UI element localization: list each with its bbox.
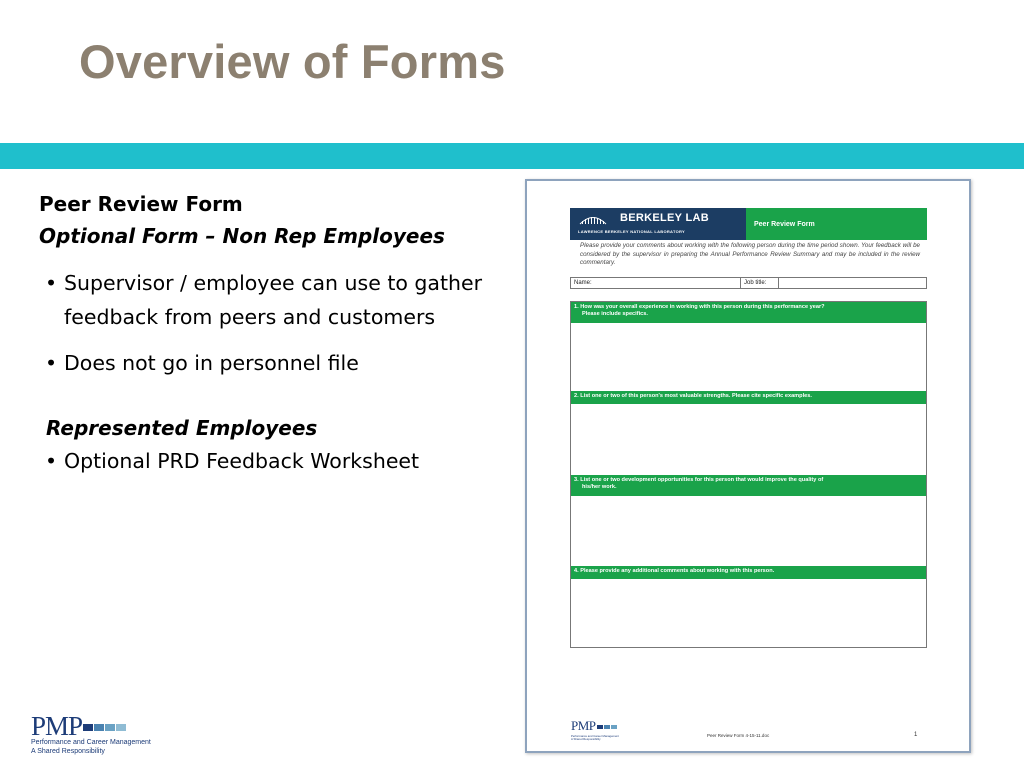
bullet-list: [39, 266, 509, 380]
represented-bullet-list: [39, 444, 509, 478]
form-subheading: Optional Form – Non Rep Employees: [39, 224, 445, 248]
pmp-logo: [31, 711, 151, 763]
question-header: 4. Please provide any additional comments about working with this person.: [571, 566, 926, 579]
job-title-label: Job title:: [741, 278, 779, 288]
lab-building-icon: [578, 213, 608, 226]
logo-square: [116, 724, 126, 731]
bullet-item: • Supervisor / employee can use to gather feedback from peers and customers: [39, 266, 509, 334]
questions-table: [570, 301, 927, 648]
pmp-logo-subtitle: Performance and Career Management: [31, 739, 151, 746]
question-header: 1. How was your overall experience in working with this person during this performance year? Please include specifics.: [571, 302, 926, 323]
bullet-item: • Does not go in personnel file: [39, 346, 509, 380]
logo-square: [105, 724, 115, 731]
doc-page-number: 1: [914, 732, 918, 738]
question-header: 2. List one or two of this person's most valuable strengths. Please cite specific examples.: [571, 391, 926, 404]
bullet-item: • Optional PRD Feedback Worksheet: [39, 444, 509, 478]
form-intro: Please provide your comments about working with the following person during the time period shown. Your feedback will be considered by the supervisor in preparing the Annual Performance Review Summary and may be included in the review commentary.: [580, 242, 920, 267]
form-heading: Peer Review Form: [39, 192, 243, 216]
lab-name: BERKELEY LAB: [620, 212, 709, 224]
pmp-logo-tagline: A Shared Responsibility: [31, 747, 105, 755]
left-content: [39, 188, 509, 478]
logo-square: [94, 724, 104, 731]
lab-subtitle: LAWRENCE BERKELEY NATIONAL LABORATORY: [578, 229, 686, 234]
pmp-logo-text: PMP: [31, 711, 83, 741]
name-label: Name:: [571, 278, 741, 288]
peer-review-form-thumbnail: [525, 179, 971, 753]
doc-pmp-logo: PMP Performance and Career Management A Shared Responsibility: [571, 718, 619, 742]
logo-square: [83, 724, 93, 731]
question-header: 3. List one or two development opportunities for this person that would improve the quality of his/her work.: [571, 475, 926, 496]
doc-footer-filename: Peer Review Form 4-15-11.doc: [707, 733, 770, 738]
lab-banner: [570, 208, 746, 240]
accent-band: [0, 143, 1024, 169]
job-title-field: [779, 278, 926, 288]
form-title: Peer Review Form: [746, 208, 927, 240]
represented-heading: Represented Employees: [46, 416, 318, 440]
name-job-row: [570, 277, 927, 289]
slide-title: Overview of Forms: [79, 35, 506, 88]
form-header: [570, 208, 927, 240]
